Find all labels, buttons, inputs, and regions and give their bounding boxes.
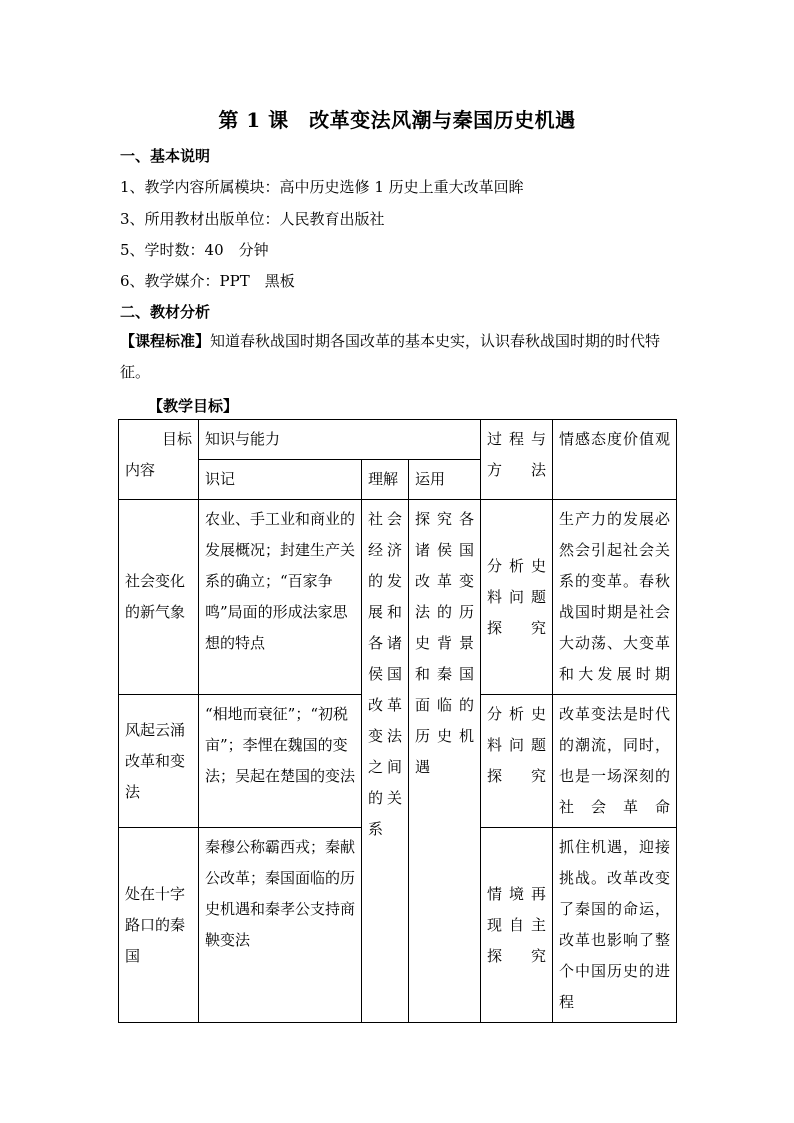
section-heading-basic: 一、基本说明 (120, 147, 211, 165)
row-emotion: 生产力的发展必然会引起社会关系的变革。春秋战国时期是社会大动荡、大变革和大发展时期 (553, 500, 677, 695)
page-title: 第 1 课 改革变法风潮与秦国历史机遇 (218, 108, 576, 132)
header-recall: 识记 (199, 460, 362, 500)
apply-merged-cell: 探究各诸侯国改革变法的历史背景和秦国面临的历史机遇 (409, 500, 481, 1023)
header-target-content (119, 420, 199, 500)
row-emotion: 改革变法是时代的潮流，同时，也是一场深刻的社会革命 (553, 695, 677, 828)
row-recall: 农业、手工业和商业的发展概况；封建生产关系的确立；“百家争鸣”局面的形成法家思想的特点 (199, 500, 362, 695)
info-item-media: 6、教学媒介：PPT 黑板 (120, 272, 295, 290)
course-standard-paragraph (120, 326, 676, 388)
row-content: 处在十字路口的秦国 (119, 828, 199, 1023)
info-item-hours: 5、学时数：40 分钟 (120, 241, 269, 259)
header-understand: 理解 (362, 460, 409, 500)
teaching-goals-table (118, 419, 677, 1023)
table-row (119, 500, 677, 695)
info-item-publisher: 3、所用教材出版单位：人民教育出版社 (120, 210, 385, 228)
teaching-goals-label: 【教学目标】 (148, 397, 239, 415)
header-process: 过程与方法 (481, 420, 553, 500)
header-emotion: 情感态度价值观 (553, 420, 677, 500)
row-process: 情境再现自主探究 (481, 828, 553, 1023)
info-item-module: 1、教学内容所属模块：高中历史选修 1 历史上重大改革回眸 (120, 178, 524, 196)
header-target: 目标 (161, 430, 192, 448)
row-emotion: 抓住机遇，迎接挑战。改革改变了秦国的命运，改革也影响了整个中国历史的进程 (553, 828, 677, 1023)
section-heading-material: 二、教材分析 (120, 303, 211, 321)
row-recall: 秦穆公称霸西戎；秦献公改革；秦国面临的历史机遇和秦孝公支持商鞅变法 (199, 828, 362, 1023)
row-recall: “相地而衰征”；“初税亩”；李悝在魏国的变法；吴起在楚国的变法 (199, 695, 362, 828)
header-content: 内容 (125, 461, 156, 479)
table-header-row (119, 420, 677, 460)
row-process: 分析史料问题探究 (481, 500, 553, 695)
header-knowledge: 知识与能力 (199, 420, 481, 460)
row-content: 社会变化的新气象 (119, 500, 199, 695)
course-standard-label: 【课程标准】 (120, 332, 211, 350)
understand-merged-cell: 社会经济的发展和各诸侯国改革变法之间的关系 (362, 500, 409, 1023)
row-content: 风起云涌改革和变法 (119, 695, 199, 828)
row-process: 分析史料问题探究 (481, 695, 553, 828)
header-apply: 运用 (409, 460, 481, 500)
course-standard-text: 知道春秋战国时期各国改革的基本史实，认识春秋战国时期的时代特征。 (120, 332, 661, 381)
